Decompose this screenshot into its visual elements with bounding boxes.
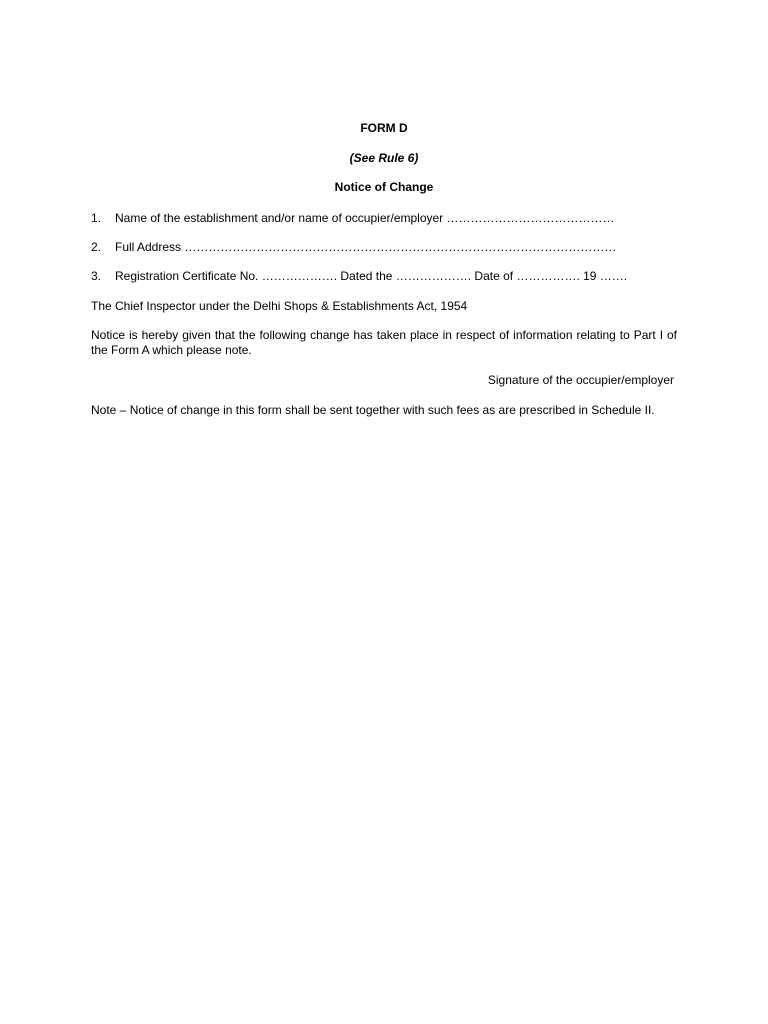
rule-reference: (See Rule 6) bbox=[349, 151, 419, 165]
addressee-line: The Chief Inspector under the Delhi Shops & Establishments Act, 1954 bbox=[91, 299, 468, 313]
item-text: Name of the establishment and/or name of occupier/employer …………………………………… bbox=[115, 211, 615, 225]
item-number: 3. bbox=[91, 269, 102, 283]
item-text: Full Address ……………………………………………………………………………………………… bbox=[115, 240, 617, 254]
list-item bbox=[91, 211, 677, 225]
signature-label: Signature of the occupier/employer bbox=[487, 373, 674, 387]
form-title: FORM D bbox=[360, 121, 408, 135]
item-text: Registration Certificate No. ………………. Dated the ………………. Date of ……………. 19 ……. bbox=[115, 269, 628, 283]
item-number: 2. bbox=[91, 240, 102, 254]
item-number: 1. bbox=[91, 211, 102, 225]
notice-paragraph: Notice is hereby given that the following change has taken place in respect of information relating to Part I of the Form A which please note. bbox=[91, 328, 677, 357]
notice-heading: Notice of Change bbox=[334, 180, 434, 194]
list-item bbox=[91, 269, 677, 283]
list-item bbox=[91, 240, 677, 254]
note-paragraph: Note – Notice of change in this form shall be sent together with such fees as are prescribed in Schedule II. bbox=[91, 403, 655, 417]
